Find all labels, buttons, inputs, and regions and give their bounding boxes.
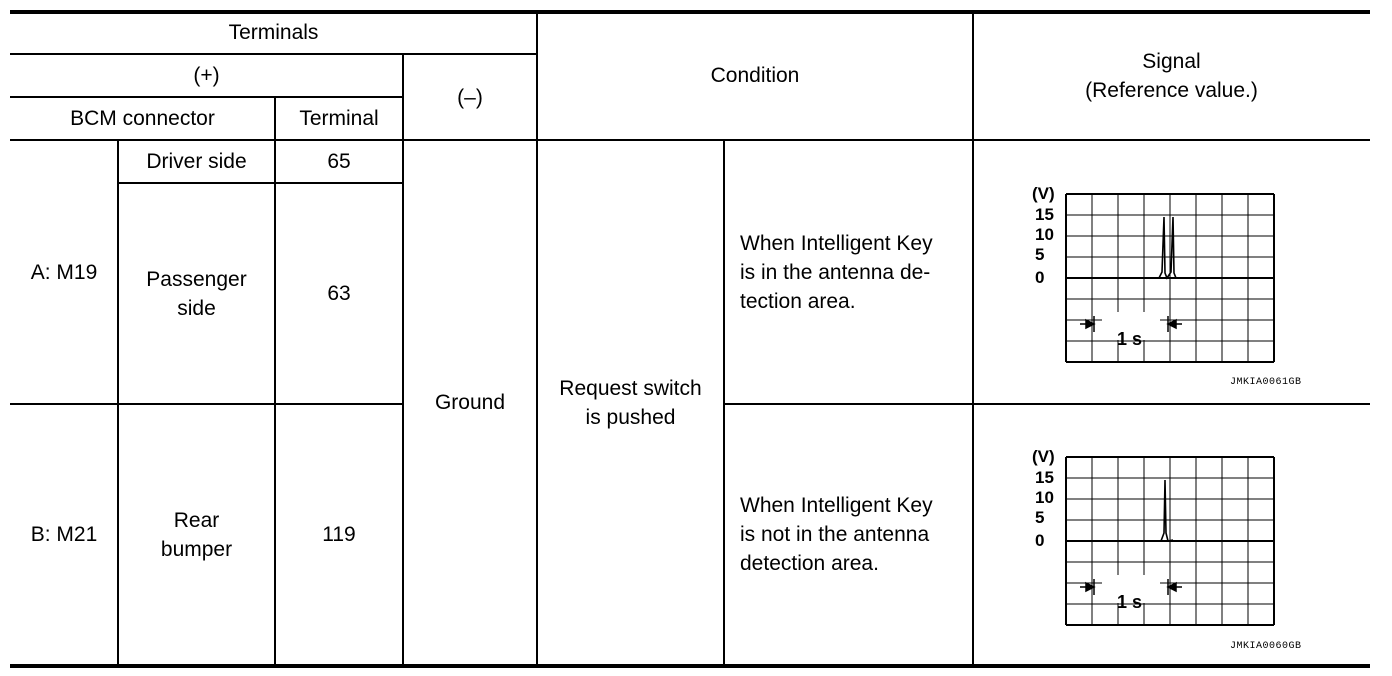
unit-label: (V): [1032, 184, 1055, 203]
header-terminal: Terminal: [299, 107, 379, 130]
terminal-119: 119: [322, 523, 356, 546]
figure-code: JMKIA0060GB: [1230, 641, 1302, 652]
y-tick-label: 5: [1035, 508, 1045, 527]
y-tick-label: 0: [1035, 531, 1045, 550]
oscilloscope-in-area: [1030, 182, 1290, 367]
header-plus: (+): [193, 64, 220, 87]
oscilloscope-not-in-area: [1030, 445, 1290, 630]
side-passenger: Passenger side: [146, 267, 247, 320]
header-bcm-connector: BCM connector: [70, 107, 215, 130]
y-tick-label: 10: [1035, 225, 1054, 244]
terminal-65: 65: [327, 150, 351, 173]
y-tick-label: 0: [1035, 268, 1045, 287]
signal-trace: [1161, 480, 1173, 541]
table-bottom-rule: [10, 664, 1370, 668]
condition-request-switch: Request switch is pushed: [559, 376, 702, 429]
y-tick-label: 15: [1035, 205, 1054, 224]
header-terminals: Terminals: [228, 21, 319, 44]
time-scale-label: 1 s: [1117, 329, 1143, 349]
connector-b: B: M21: [30, 523, 98, 546]
condition-detail-not-in-area: When Intelligent Key is not in the antenna detection area.: [740, 494, 933, 575]
y-tick-label: 15: [1035, 468, 1054, 487]
unit-label: (V): [1032, 447, 1055, 466]
time-scale-label: 1 s: [1117, 592, 1143, 612]
connector-a: A: M19: [30, 260, 98, 284]
header-condition: Condition: [710, 64, 800, 87]
condition-detail-in-area: When Intelligent Key is in the antenna de- tection area.: [740, 231, 933, 313]
side-driver: Driver side: [146, 150, 247, 173]
side-rear-bumper: Rear bumper: [160, 508, 233, 561]
header-signal: Signal (Reference value.): [1085, 49, 1258, 102]
y-tick-label: 5: [1035, 245, 1045, 264]
signal-trace: [1159, 217, 1176, 278]
figure-code: JMKIA0061GB: [1230, 377, 1302, 388]
scope-graph: [1030, 182, 1290, 367]
y-tick-label: 10: [1035, 488, 1054, 507]
terminal-63: 63: [327, 282, 351, 305]
header-minus: (–): [457, 85, 483, 109]
scope-graph: [1030, 445, 1290, 630]
negative-terminal-ground: Ground: [434, 391, 506, 414]
